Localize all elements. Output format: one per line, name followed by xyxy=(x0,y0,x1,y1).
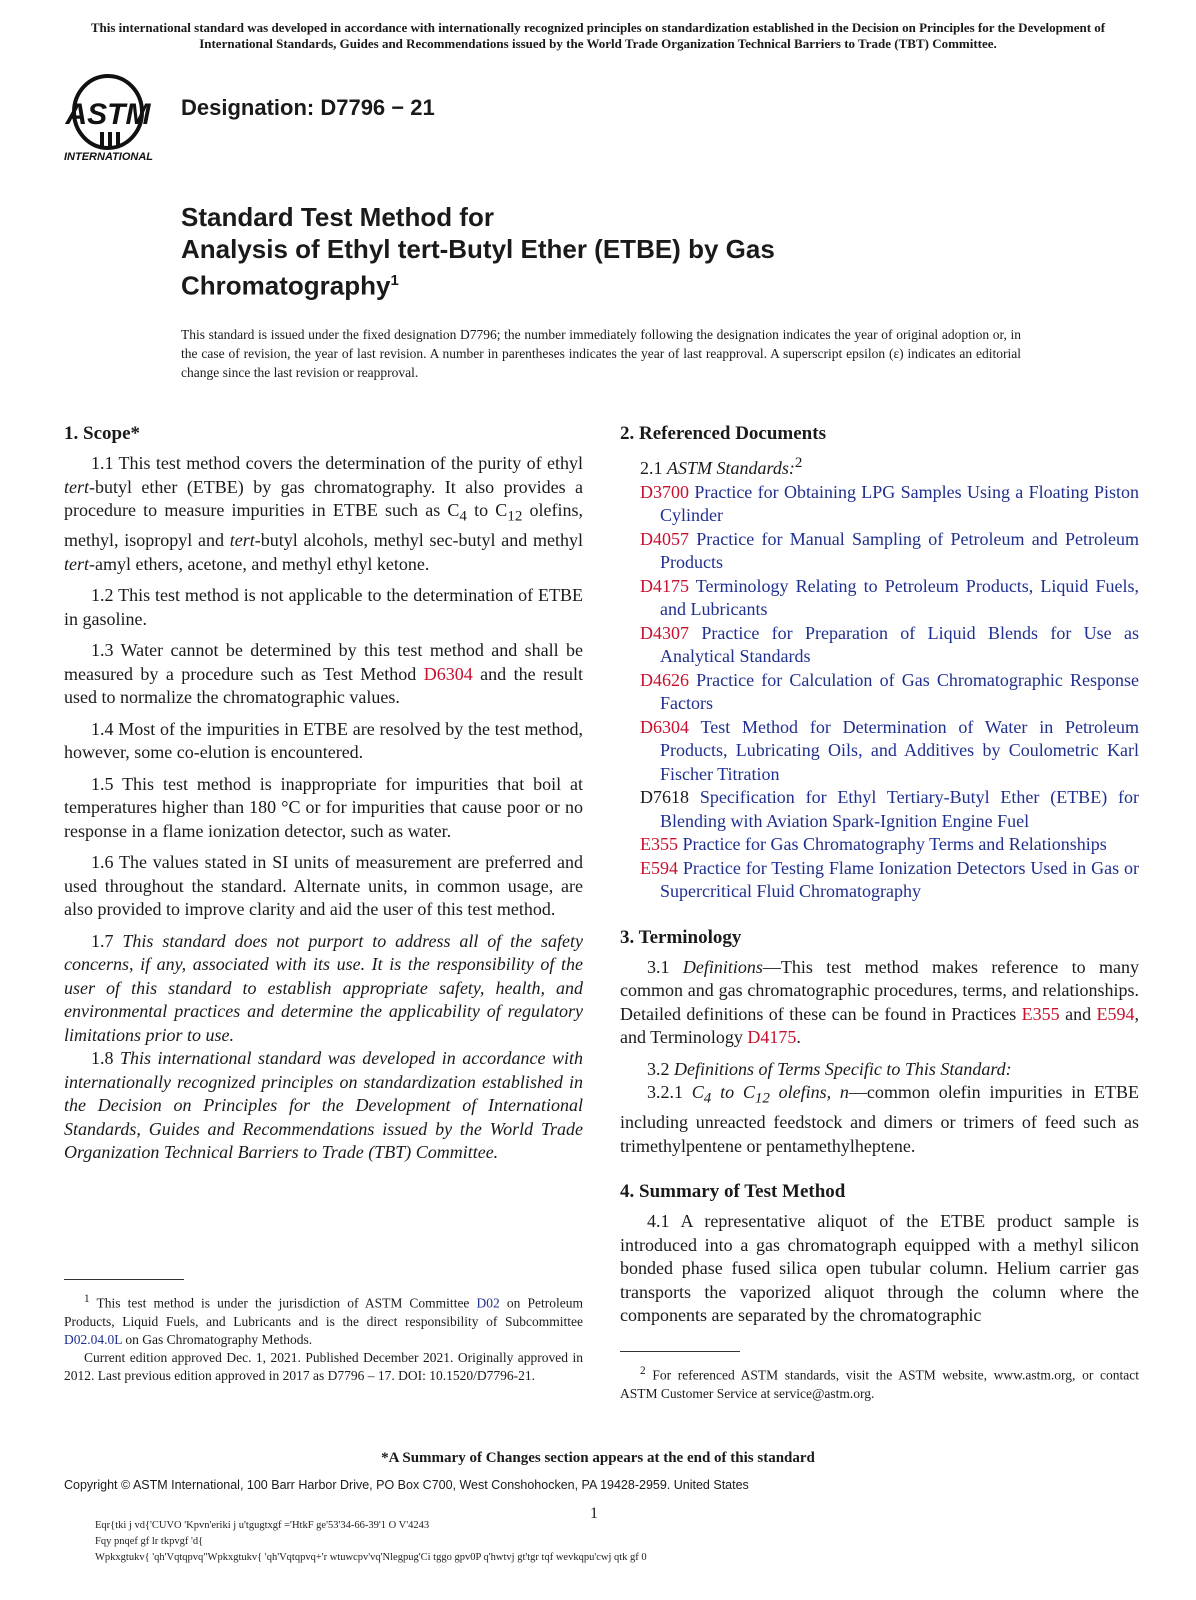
reference-item[interactable] xyxy=(620,833,1139,857)
link-d02[interactable]: D02 xyxy=(476,1295,500,1311)
top-note: This international standard was developed in accordance with internationally recognized principles on standardization established in the Decision on Principles for the Development of International Standards, Guides and Recommendations issued by the World Trade Organization Technical Barriers to Trade (TBT) Committee. xyxy=(90,20,1106,51)
para-1-5: 1.5 This test method is inappropriate for impurities that boil at temperatures higher than 180 °C or for impurities that cause poor or no response in a flame ionization detector, such as water. xyxy=(64,773,583,841)
reference-list xyxy=(620,481,1139,904)
para-1-8: 1.8 This international standard was developed in accordance with internationally recognized principles on standardization established in the Decision on Principles for the Development of International Standards, Guides and Recommendations issued by the World Trade Organization Technical Barriers to Trade (TBT) Committee. xyxy=(64,1048,583,1163)
reference-item[interactable] xyxy=(620,622,1139,669)
reference-code[interactable]: E594 xyxy=(640,857,678,878)
reference-title[interactable]: Specification for Ethyl Tertiary-Butyl Ether (ETBE) for Blending with Aviation Spark-Ignition Engine Fuel xyxy=(660,787,1139,831)
reference-title[interactable]: Practice for Calculation of Gas Chromatographic Response Factors xyxy=(660,669,1139,713)
para-1-7: 1.7 This standard does not purport to address all of the safety concerns, if any, associated with its use. It is the responsibility of the user of this standard to establish appropriate safety, health, and environmental practices and determine the applicability of regulatory limitations prior to use. xyxy=(64,930,584,1045)
license-line-2: Fqy pnqef gf lr tkpvgf 'd{ xyxy=(95,1536,204,1547)
reference-code[interactable]: D4307 xyxy=(640,622,689,643)
footnote-2-text: $^2$ For referenced ASTM standards, visit the ASTM website, www.astm.org, or contact ASTM Customer Service at service@astm.org. xyxy=(620,1365,1140,1401)
license-footer xyxy=(95,1518,647,1566)
para-1-2: 1.2 This test method is not applicable to the determination of ETBE in gasoline. xyxy=(64,585,583,629)
reference-code[interactable]: D3700 xyxy=(640,481,689,502)
reference-title[interactable]: Practice for Obtaining LPG Samples Using a Floating Piston Cylinder xyxy=(660,481,1139,525)
page-number: 1 xyxy=(590,1505,598,1522)
link-e594[interactable]: E594 xyxy=(1096,1003,1135,1024)
footnote-1 xyxy=(64,1290,583,1385)
para-1-3: 1.3 Water cannot be determined by this test method and shall be measured by a procedure such as Test Method D6304 and the result used to normalize the chromatographic values. xyxy=(64,640,583,708)
reference-code[interactable]: D4626 xyxy=(640,669,689,690)
astm-standards-label: 2.1 ASTM Standards:$^2$ xyxy=(640,455,803,478)
para-3-2-1: 3.2.1 $C_4$ to $C_{12}$ olefins, n—common olefin impurities in ETBE including unreacted feedstock and dimers or trimers of feed such as trimethylpentene or pentamethylheptene. xyxy=(620,1082,1139,1156)
logo-text: ASTM xyxy=(65,98,151,131)
reference-item[interactable] xyxy=(620,786,1139,833)
para-4-1: 4.1 A representative aliquot of the ETBE product sample is introduced into a gas chromatograph equipped with a methyl silicon bonded phase fused silica open tubular column. Helium carrier gas transports the vaporized aliquot through the column where the components are separated by the chromatographic xyxy=(620,1211,1139,1326)
reference-code[interactable]: D6304 xyxy=(640,716,689,737)
title-footnote-mark: 1 xyxy=(390,272,399,289)
title-line-1: Standard Test Method for xyxy=(181,202,494,232)
referenced-heading: 2. Referenced Documents xyxy=(620,423,826,444)
footnote-1-text: $^1$ This test method is under the jurisdiction of ASTM Committee D02 on Petroleum Products, Liquid Fuels, and Lubricants and is the direct responsibility of Subcommittee D02.04.0L on Gas Chromatography Methods. xyxy=(64,1293,583,1347)
designation: Designation: D7796 − 21 xyxy=(181,95,435,120)
para-3-1: 3.1 Definitions—This test method makes reference to many common and gas chromatographic procedures, terms, and relationships. Detailed definitions of these can be found in Practices E355 and E594, and Terminology D4175. xyxy=(620,956,1139,1047)
reference-item[interactable] xyxy=(620,716,1139,787)
para-1-4: 1.4 Most of the impurities in ETBE are resolved by the test method, however, some co-elution is encountered. xyxy=(64,718,583,763)
reference-item[interactable] xyxy=(620,857,1139,904)
logo-subtext: INTERNATIONAL xyxy=(64,151,154,163)
license-line-1: Eqr{tki j vd{'CUVO 'Kpvn'eriki j u'tgugtxgf ='HtkF ge'53'34-66-39'1 O V'4243 xyxy=(95,1520,430,1531)
reference-item[interactable] xyxy=(620,481,1139,528)
reference-title[interactable]: Practice for Gas Chromatography Terms and Relationships xyxy=(678,834,1107,854)
reference-title[interactable]: Practice for Manual Sampling of Petroleum and Petroleum Products xyxy=(660,528,1139,572)
license-line-3: Wpkxgtukv{ 'qh'Vqtqpvq"Wpkxgtukv{ 'qh'Vqtqpvq+'r wtuwcpv'vq'Nlegpug'Ci tggo gpv0P q'hwtvj gt'tgr tqf wevkqpu'cwj qtk gf 0 xyxy=(95,1552,647,1563)
link-d6304[interactable]: D6304 xyxy=(423,663,473,684)
reference-title[interactable]: Practice for Preparation of Liquid Blends for Use as Analytical Standards xyxy=(660,622,1139,666)
document-title xyxy=(181,201,775,302)
footnote-1-edition: Current edition approved Dec. 1, 2021. Published December 2021. Originally approved in 2012. Last previous edition approved in 2017 as D7796 – 17. DOI: 10.1520/D7796-21. xyxy=(64,1349,583,1383)
summary-of-changes-note: *A Summary of Changes section appears at the end of this standard xyxy=(381,1450,815,1466)
link-d02-04-0l[interactable]: D02.04.0L xyxy=(64,1331,122,1347)
scope-heading: 1. Scope* xyxy=(64,423,140,444)
footnote-rule-right xyxy=(620,1351,740,1352)
issuance-note: This standard is issued under the fixed designation D7796; the number immediately following the designation indicates the year of original adoption or, in the case of revision, the year of last revision. A number in parentheses indicates the year of last reapproval. A superscript epsilon (ε) indicates an editorial change since the last revision or reapproval. xyxy=(181,327,1021,380)
copyright: Copyright © ASTM International, 100 Barr Harbor Drive, PO Box C700, West Conshohocken, PA 19428-2959. United States xyxy=(64,1478,749,1492)
title-line-3: Chromatography xyxy=(181,270,391,301)
reference-item[interactable] xyxy=(620,575,1139,622)
reference-code[interactable]: D4175 xyxy=(640,575,689,596)
para-1-6: 1.6 The values stated in SI units of measurement are preferred and used throughout the standard. Alternate units, in common usage, are also provided to improve clarity and aid the user of this test method. xyxy=(64,852,583,920)
reference-title[interactable]: Practice for Testing Flame Ionization Detectors Used in Gas or Supercritical Fluid Chromatography xyxy=(660,857,1139,901)
right-column xyxy=(620,422,1139,1336)
reference-item[interactable] xyxy=(620,669,1139,716)
title-line-2: Analysis of Ethyl tert-Butyl Ether (ETBE) by Gas xyxy=(181,234,775,264)
reference-title[interactable]: Test Method for Determination of Water in Petroleum Products, Lubricating Oils, and Additives by Coulometric Karl Fischer Titration xyxy=(660,716,1139,784)
link-e355[interactable]: E355 xyxy=(1021,1003,1060,1024)
reference-code[interactable]: D4057 xyxy=(640,528,689,549)
terminology-heading: 3. Terminology xyxy=(620,926,742,948)
summary-heading: 4. Summary of Test Method xyxy=(620,1181,846,1203)
reference-title[interactable]: Terminology Relating to Petroleum Products, Liquid Fuels, and Lubricants xyxy=(660,575,1139,619)
link-d4175[interactable]: D4175 xyxy=(747,1027,797,1047)
footnote-2 xyxy=(620,1362,1139,1403)
left-column xyxy=(64,422,583,1173)
reference-code[interactable]: D7618 xyxy=(640,787,689,807)
para-3-2: 3.2 Definitions of Terms Specific to This Standard: xyxy=(647,1058,1012,1079)
footnote-rule-left xyxy=(64,1279,184,1280)
para-1-1: 1.1 This test method covers the determination of the purity of ethyl tert-butyl ether (ETBE) by gas chromatography. It also provides a procedure to measure impurities in ETBE such as $C_4$ to $C_{12}$ olefins, methyl, isopropyl and tert-butyl alcohols, methyl sec-butyl and methyl tert-amyl ethers, acetone, and methyl ethyl ketone. xyxy=(64,453,583,574)
astm-logo xyxy=(62,72,170,168)
reference-code[interactable]: E355 xyxy=(640,834,678,854)
reference-item[interactable] xyxy=(620,528,1139,575)
